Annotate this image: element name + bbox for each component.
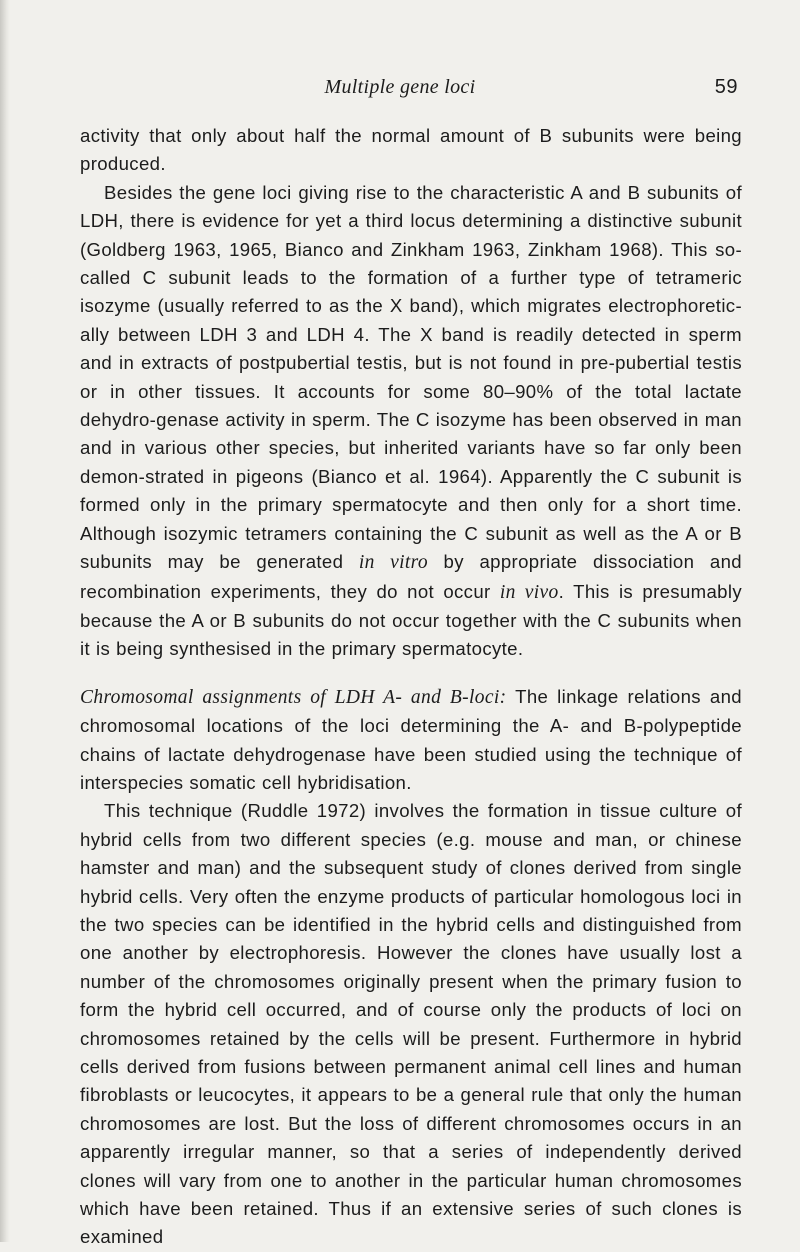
paragraph-continuation — [80, 122, 742, 179]
paragraph-technique — [80, 797, 742, 1252]
paragraph-text: . This is presumably because the A or B subunits do not occur together with the C subunits when it is being synthesised in the primary spermatocyte. — [80, 580, 742, 660]
page-number: 59 — [714, 76, 738, 98]
section-run-in-heading: Chromosomal assignments of LDH A- and B-loci: — [80, 686, 507, 708]
paragraph-text: activity that only about half the normal amount of B subunits were being produced. — [80, 125, 742, 175]
paragraph-text: Besides the gene loci giving rise to the characteristic A and B subunits of LDH, there is evidence for yet a third locus determining a distinctive subunit (Goldberg 1963, 1965, Bianco and Zinkham 1963, Zinkham 1968). This so-called C subunit leads to the formation of a further type of tetrameric isozyme (usually referred to as the X band), which migrates electrophoretic-ally between LDH 3 and LDH 4. The X band is readily detected in sperm and in extracts of postpubertial testis, but is not found in pre-pubertial testis or in other tissues. It accounts for some 80–90% of the total lactate dehydro-genase activity in sperm. The C isozyme has been observed in man and in various other species, but inherited variants have so far only been demon-strated in pigeons (Bianco et al. 1964). Apparently the C subunit is formed only in the primary spermatocyte and then only for a short time. Although isozymic tetramers containing the C subunit as well as the A or B subunits may be generated — [80, 181, 742, 573]
paragraph-text: The linkage relations and chromosomal locations of the loci determining the A- and B-polypeptide chains of lactate dehydrogenase have been studied using the technique of interspecies somatic cell hybridisation. — [80, 685, 742, 793]
italic-term-in-vivo: in vivo — [499, 581, 559, 603]
paragraph-text: by appropriate dissociation and recombination experiments, they do not occur — [80, 551, 742, 602]
paragraph-text: This technique (Ruddle 1972) involves the formation in tissue culture of hybrid cells from two different species (e.g. mouse and man, or chinese hamster and man) and the subsequent study of clones derived from single hybrid cells. Very often the enzyme products of particular homologous loci in the two species can be identified in the hybrid cells and distinguished from one another by electrophoresis. However the clones have usually lost a number of the chromosomes originally present when the primary fusion to form the hybrid cell occurred, and of course only the products of loci on chromosomes retained by the cells will be present. Furthermore in hybrid cells derived from fusions between permanent animal cell lines and human fibroblasts or leucocytes, it appears to be a general rule that only the human chromosomes are lost. But the loss of different chromosomes occurs in an apparently irregular manner, so that a series of independently derived clones will vary from one to another in the particular human chromosomes which have been retained. Thus if an extensive series of such clones is examined — [80, 800, 742, 1248]
running-head — [0, 76, 800, 104]
italic-term-in-vitro: in vitro — [358, 552, 428, 574]
body-text — [80, 122, 742, 1252]
paragraph-c-subunit — [80, 179, 742, 664]
running-title: Multiple gene loci — [324, 76, 476, 98]
paragraph-chromosomal-assignments — [80, 683, 742, 798]
